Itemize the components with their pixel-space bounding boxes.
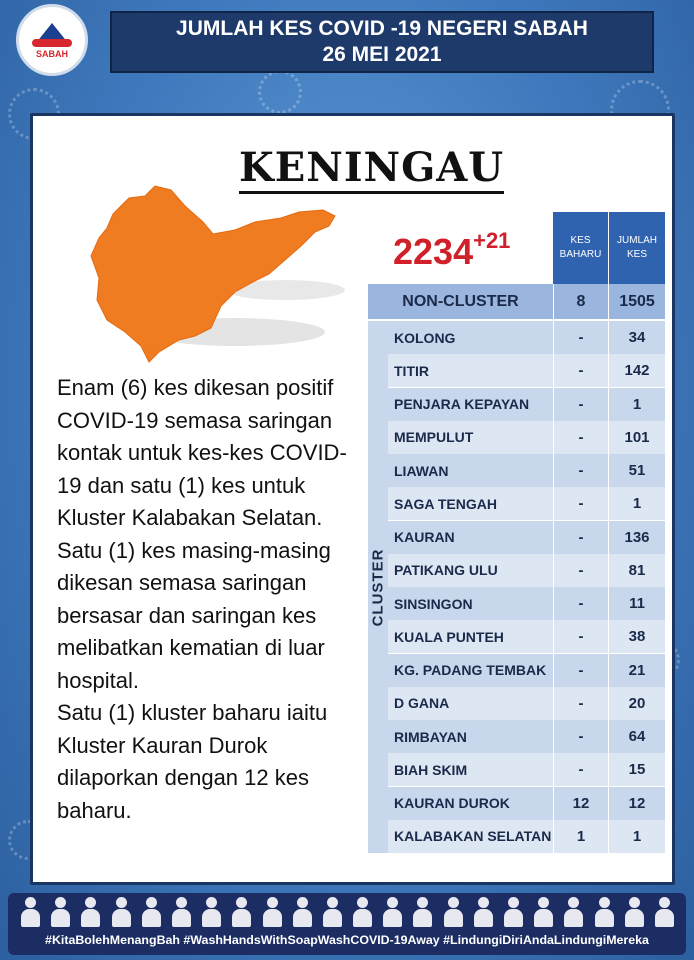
- cluster-name: TITIR: [388, 354, 554, 387]
- cluster-name: KALABAKAN SELATAN: [388, 820, 554, 853]
- virus-decoration: [258, 70, 302, 114]
- description-paragraph: Enam (6) kes dikesan positif COVID-19 semasa saringan kontak untuk kes-kes COVID-19 dan satu (1) kes untuk Kluster Kalabakan Selatan.: [57, 375, 347, 530]
- footer-banner: [8, 893, 686, 955]
- cluster-total: 64: [609, 720, 665, 753]
- title-line-1: JUMLAH KES COVID -19 NEGERI SABAH: [176, 17, 588, 40]
- cluster-total: 38: [609, 620, 665, 653]
- cluster-total: 20: [609, 687, 665, 720]
- cluster-name: D GANA: [388, 687, 554, 720]
- cluster-new: -: [554, 321, 609, 354]
- cluster-total: 12: [609, 787, 665, 820]
- cluster-total: 51: [609, 454, 665, 487]
- footer-hashtags: #KitaBolehMenangBah #WashHandsWithSoapWashCOVID-19Away #LindungiDiriAndaLindungiMereka: [45, 933, 649, 947]
- cluster-label: CLUSTER: [368, 321, 388, 853]
- person-icon: [171, 897, 191, 927]
- person-icon: [382, 897, 402, 927]
- cluster-name: PATIKANG ULU: [388, 554, 554, 587]
- non-cluster-row: [368, 284, 665, 319]
- person-icon: [412, 897, 432, 927]
- cluster-row: [388, 787, 665, 820]
- non-cluster-label: NON-CLUSTER: [368, 284, 554, 319]
- person-icon: [624, 897, 644, 927]
- cluster-new: -: [554, 654, 609, 687]
- cluster-row: [388, 720, 665, 753]
- cluster-name: PENJARA KEPAYAN: [388, 388, 554, 421]
- cluster-new: -: [554, 720, 609, 753]
- cluster-row: [388, 388, 665, 421]
- person-icon: [20, 897, 40, 927]
- district-title: KENINGAU: [239, 144, 504, 194]
- keningau-map-icon: [85, 182, 345, 372]
- people-icons: [20, 897, 674, 931]
- person-icon: [231, 897, 251, 927]
- cluster-name: MEMPULUT: [388, 421, 554, 454]
- person-icon: [111, 897, 131, 927]
- person-icon: [292, 897, 312, 927]
- person-icon: [503, 897, 523, 927]
- cluster-row: [388, 554, 665, 587]
- title-line-2: 26 MEI 2021: [322, 43, 442, 66]
- cluster-name: LIAWAN: [388, 454, 554, 487]
- cluster-row: [388, 620, 665, 653]
- cluster-new: -: [554, 521, 609, 554]
- person-icon: [262, 897, 282, 927]
- cluster-new: -: [554, 587, 609, 620]
- cluster-name: SINSINGON: [388, 587, 554, 620]
- cluster-total: 136: [609, 521, 665, 554]
- cluster-new: -: [554, 487, 609, 520]
- cluster-row: [388, 753, 665, 786]
- cluster-new: 12: [554, 787, 609, 820]
- cluster-new: -: [554, 354, 609, 387]
- person-icon: [473, 897, 493, 927]
- cluster-total: 15: [609, 753, 665, 786]
- cluster-total: 142: [609, 354, 665, 387]
- cluster-total: 21: [609, 654, 665, 687]
- person-icon: [594, 897, 614, 927]
- cluster-total: 1: [609, 820, 665, 853]
- person-icon: [201, 897, 221, 927]
- sabah-logo: [16, 4, 88, 76]
- person-icon: [80, 897, 100, 927]
- cluster-new: -: [554, 454, 609, 487]
- cluster-total: 34: [609, 321, 665, 354]
- cluster-new: 1: [554, 820, 609, 853]
- person-icon: [50, 897, 70, 927]
- cluster-total: 101: [609, 421, 665, 454]
- cluster-row: [388, 454, 665, 487]
- person-icon: [654, 897, 674, 927]
- cluster-row: [388, 654, 665, 687]
- cluster-total: 11: [609, 587, 665, 620]
- main-card: [30, 113, 675, 885]
- cluster-row: [388, 321, 665, 354]
- logo-icon: [32, 21, 72, 47]
- person-icon: [141, 897, 161, 927]
- cluster-new: -: [554, 620, 609, 653]
- description-paragraph: Satu (1) kes masing-masing dikesan semasa saringan bersasar dan saringan kes melibatkan kematian di luar hospital.: [57, 537, 331, 693]
- page-title: [110, 11, 654, 73]
- person-icon: [352, 897, 372, 927]
- cluster-total: 1: [609, 388, 665, 421]
- col-head-new-cases: KES BAHARU: [553, 212, 608, 284]
- cluster-row: [388, 421, 665, 454]
- cluster-row: [388, 521, 665, 554]
- cluster-new: -: [554, 421, 609, 454]
- cluster-name: KG. PADANG TEMBAK: [388, 654, 554, 687]
- cluster-name: RIMBAYAN: [388, 720, 554, 753]
- cluster-name: KAURAN DUROK: [388, 787, 554, 820]
- cluster-new: -: [554, 554, 609, 587]
- person-icon: [563, 897, 583, 927]
- cluster-name: SAGA TENGAH: [388, 487, 554, 520]
- description: [57, 372, 357, 827]
- cluster-new: -: [554, 687, 609, 720]
- new-cases-value: +21: [473, 228, 511, 253]
- person-icon: [443, 897, 463, 927]
- person-icon: [533, 897, 553, 927]
- cluster-row: [388, 687, 665, 720]
- cluster-name: KUALA PUNTEH: [388, 620, 554, 653]
- person-icon: [322, 897, 342, 927]
- total-cases-value: 2234: [393, 231, 474, 272]
- cluster-row: [388, 820, 665, 853]
- cluster-new: -: [554, 753, 609, 786]
- cluster-name: BIAH SKIM: [388, 753, 554, 786]
- description-paragraph: Satu (1) kluster baharu iaitu Kluster Kauran Durok dilaporkan dengan 12 kes baharu.: [57, 700, 328, 823]
- cluster-total: 81: [609, 554, 665, 587]
- logo-text: SABAH: [35, 49, 68, 59]
- cluster-row: [388, 487, 665, 520]
- total-cases: [393, 228, 510, 273]
- non-cluster-total: 1505: [609, 284, 665, 319]
- col-head-total-cases: JUMLAH KES: [609, 212, 665, 284]
- cluster-row: [388, 354, 665, 387]
- cluster-row: [388, 587, 665, 620]
- non-cluster-new: 8: [554, 284, 609, 319]
- cluster-name: KOLONG: [388, 321, 554, 354]
- cluster-new: -: [554, 388, 609, 421]
- cluster-total: 1: [609, 487, 665, 520]
- cluster-name: KAURAN: [388, 521, 554, 554]
